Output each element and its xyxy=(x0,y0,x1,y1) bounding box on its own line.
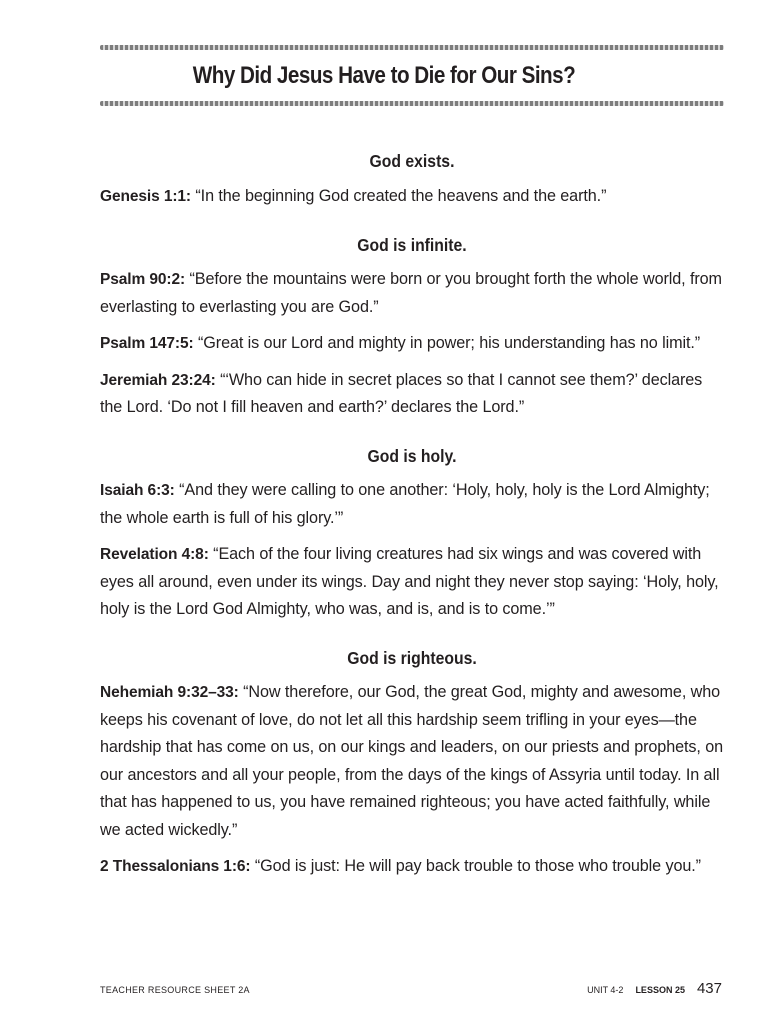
verse-reference: Isaiah 6:3: xyxy=(100,482,175,500)
verse-reference: Genesis 1:1: xyxy=(100,188,191,205)
page-number: 437 xyxy=(696,980,722,997)
verse-text: “Before the mountains were born or you brought forth the whole world, from everlasting to everlasting you are God.” xyxy=(100,270,722,316)
bottom-decorative-rule xyxy=(100,101,724,106)
section-god-is-holy xyxy=(100,443,724,623)
footer-page-info xyxy=(587,980,722,997)
verse-text: “In the beginning God created the heavens and the earth.” xyxy=(195,187,607,205)
page-title: Why Did Jesus Have to Die for Our Sins? xyxy=(192,62,576,89)
verse xyxy=(100,679,724,843)
section-god-is-infinite xyxy=(100,232,724,421)
section-heading: God is holy. xyxy=(367,446,457,467)
footer-resource-label: TEACHER RESOURCE SHEET 2A xyxy=(100,985,250,995)
verse-reference: Nehemiah 9:32–33: xyxy=(100,684,239,702)
verse-reference: Psalm 147:5: xyxy=(100,335,194,353)
verse-text: “And they were calling to one another: ‘Holy, holy, holy is the Lord Almighty; the whole earth is full of his glory.’” xyxy=(100,481,710,527)
verse xyxy=(100,183,724,210)
verse-reference: 2 Thessalonians 1:6: xyxy=(100,857,251,875)
verse-text: “Great is our Lord and mighty in power; his understanding has no limit.” xyxy=(198,334,701,353)
verse xyxy=(100,367,724,422)
verse-text: “Each of the four living creatures had six wings and was covered with eyes all around, even under its wings. Day and night they never stop saying: ‘Holy, holy, holy is the Lord God Almighty, who was, and is, and is to come.’” xyxy=(100,545,719,619)
section-god-is-righteous xyxy=(100,645,724,880)
footer-lesson: LESSON 25 xyxy=(635,985,685,995)
verse-reference: Psalm 90:2: xyxy=(100,271,186,289)
section-heading: God exists. xyxy=(369,151,455,171)
section-god-exists xyxy=(100,148,724,210)
verse xyxy=(100,330,724,357)
verse-text: “God is just: He will pay back trouble to those who trouble you.” xyxy=(254,856,701,875)
top-decorative-rule xyxy=(100,45,724,50)
verse xyxy=(100,541,724,623)
footer-unit: UNIT 4-2 xyxy=(587,985,624,995)
verse xyxy=(100,477,724,532)
verse-text: “‘Who can hide in secret places so that I cannot see them?’ declares the Lord. ‘Do not I fill heaven and earth?’ declares the Lord.” xyxy=(100,370,703,417)
verse-reference: Jeremiah 23:24: xyxy=(100,371,216,389)
verse-reference: Revelation 4:8: xyxy=(100,546,209,564)
verse xyxy=(100,266,724,321)
main-content xyxy=(100,148,724,880)
section-heading: God is righteous. xyxy=(347,648,477,669)
section-heading: God is infinite. xyxy=(357,235,467,256)
verse-text: “Now therefore, our God, the great God, mighty and awesome, who keeps his covenant of love, do not let all this hardship seem trifling in your eyes—the hardship that has come on us, on our kings and leaders, on our priests and prophets, on our ancestors and all your people, from the days of the kings of Assyria until today. In all that has happened to us, you have remained righteous; you have acted faithfully, while we acted wickedly.” xyxy=(100,683,724,839)
verse xyxy=(100,853,724,880)
